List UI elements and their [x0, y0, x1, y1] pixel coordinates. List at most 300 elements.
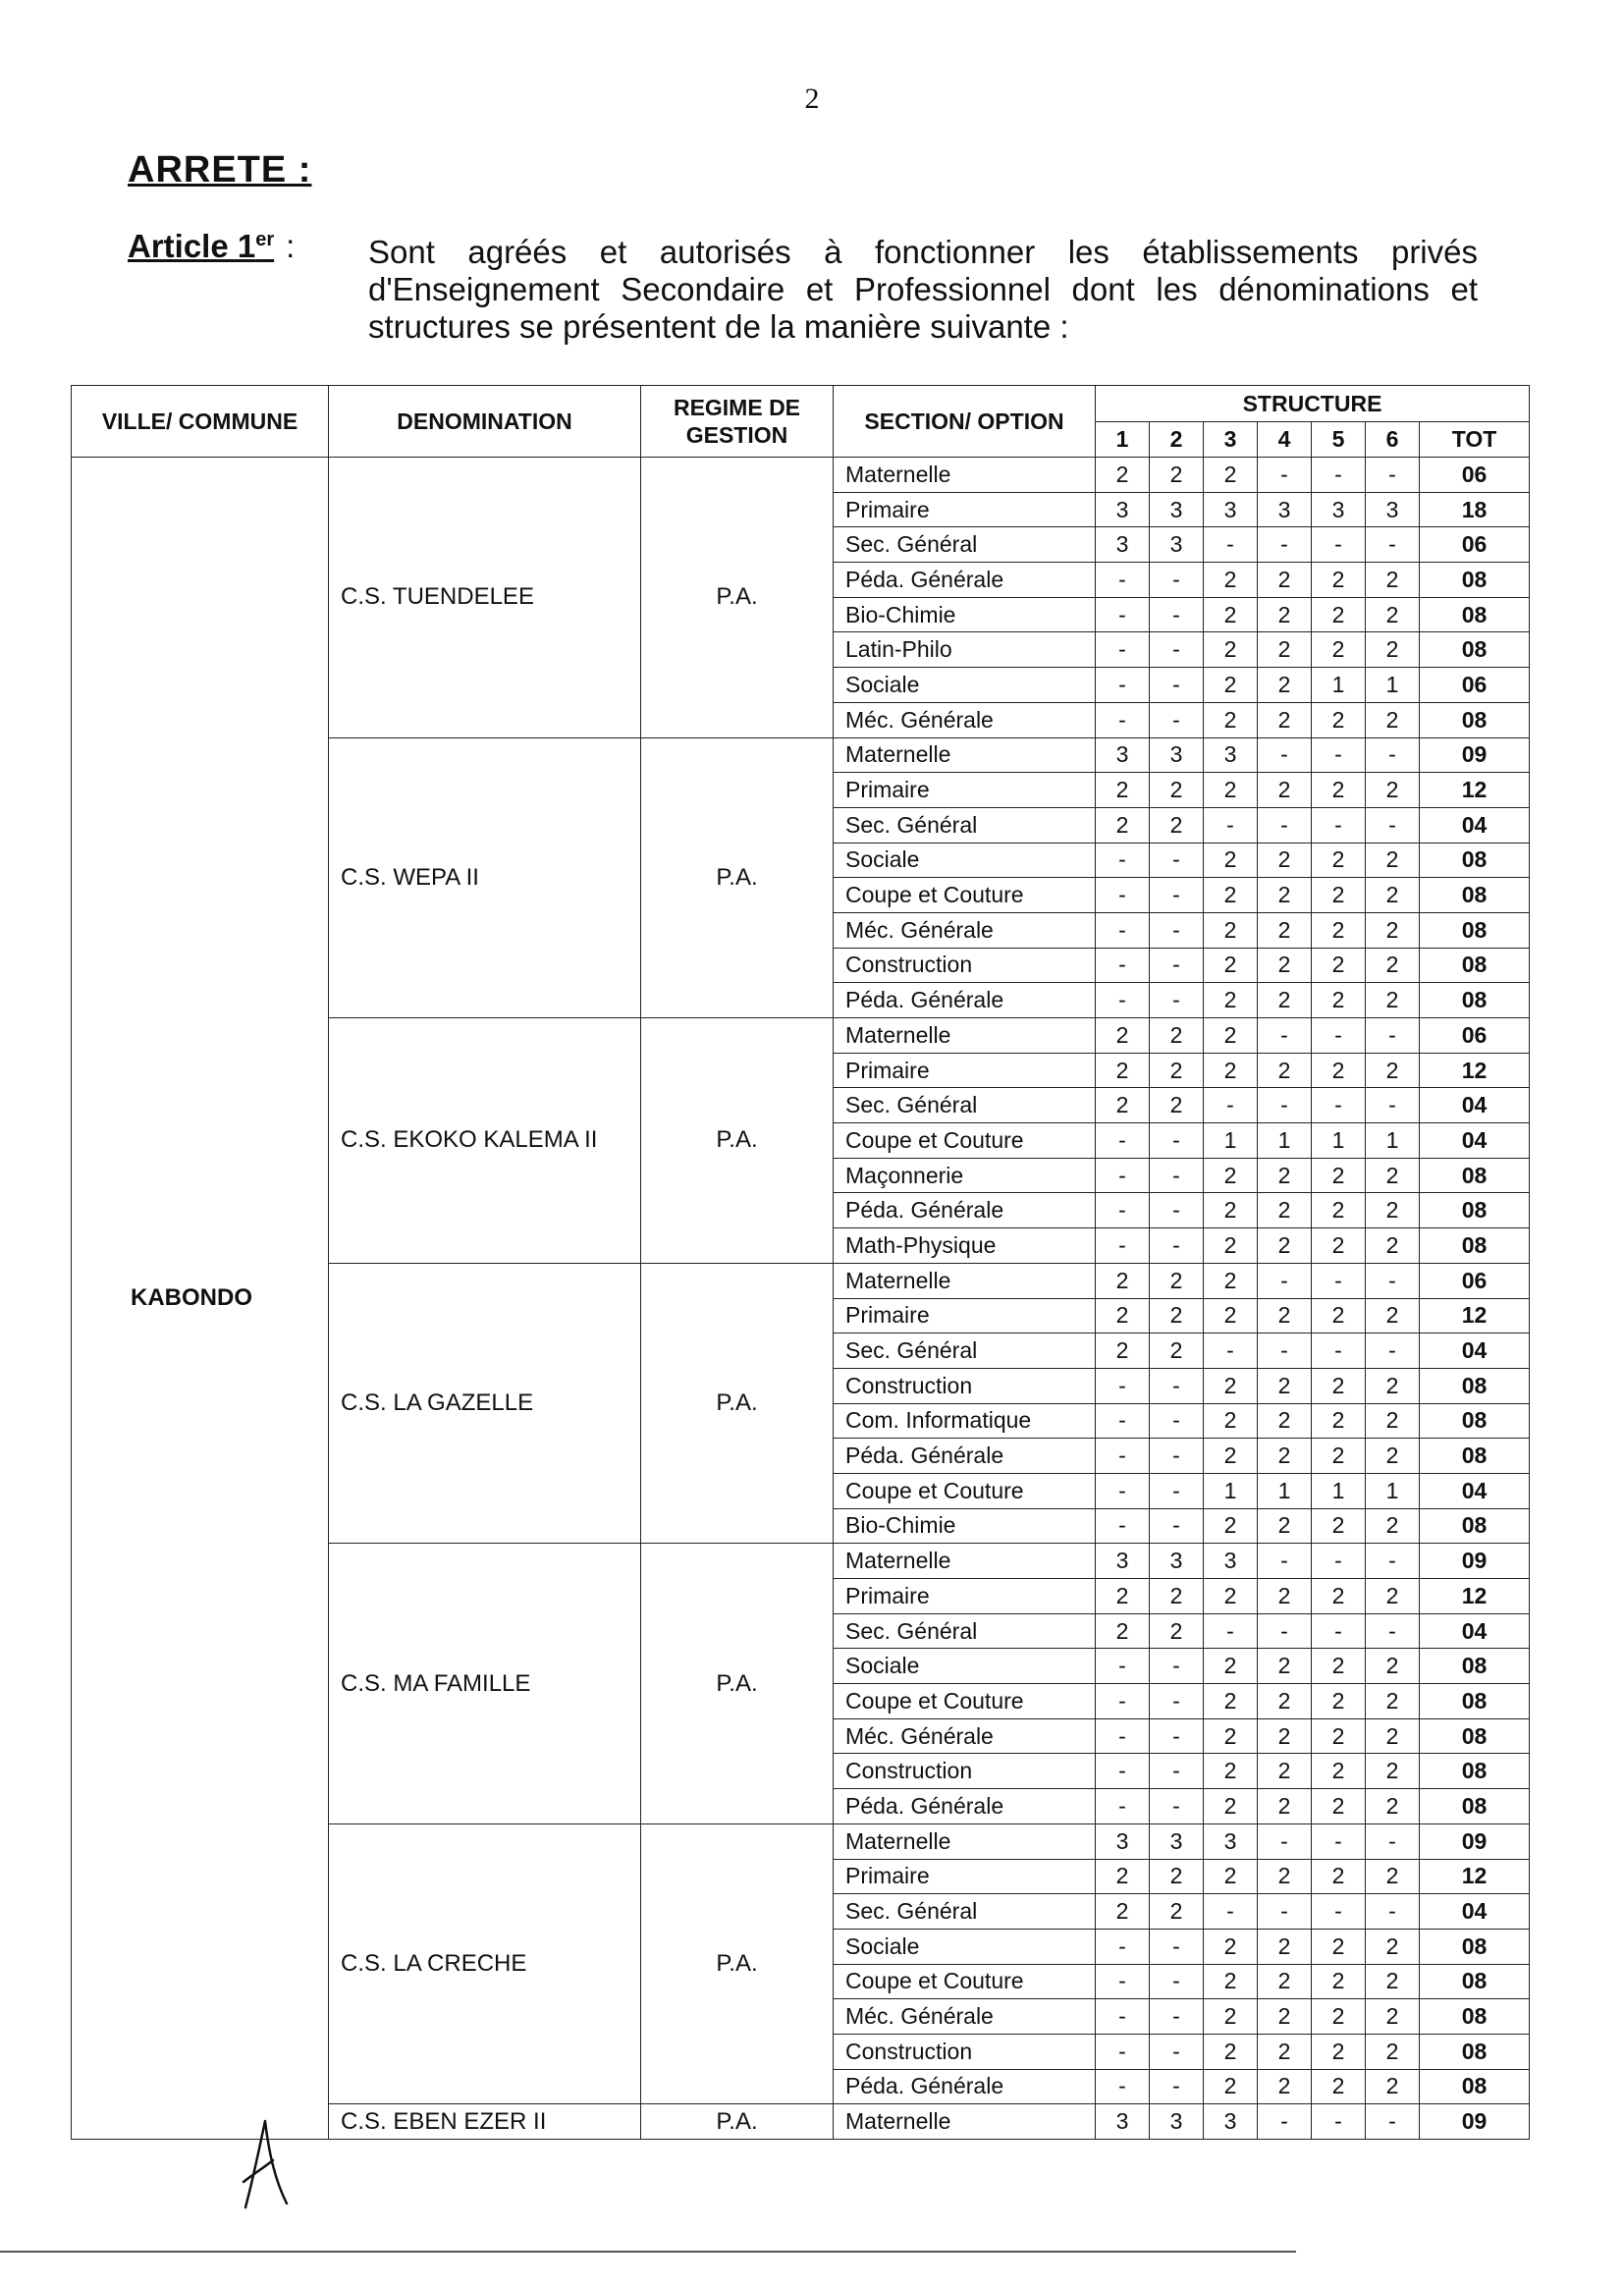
structure-total: 12 [1420, 1053, 1530, 1088]
structure-cell-3: 2 [1204, 1439, 1258, 1474]
structure-cell-1: - [1096, 1964, 1150, 1999]
structure-cell-5: 2 [1312, 948, 1366, 983]
school-name: C.S. EKOKO KALEMA II [329, 1018, 641, 1264]
structure-cell-2: 2 [1150, 1263, 1204, 1298]
section-option: Construction [834, 2034, 1096, 2069]
structure-cell-5: 2 [1312, 1579, 1366, 1614]
structure-total: 12 [1420, 1859, 1530, 1894]
structure-total: 04 [1420, 1334, 1530, 1369]
structure-cell-3: 2 [1204, 1263, 1258, 1298]
structure-cell-5: - [1312, 1894, 1366, 1930]
structure-cell-4: 2 [1258, 1158, 1312, 1193]
structure-cell-3: 3 [1204, 492, 1258, 527]
structure-cell-5: 1 [1312, 1123, 1366, 1159]
page-bottom-rule [0, 2251, 1296, 2253]
section-option: Sociale [834, 843, 1096, 878]
structure-cell-1: - [1096, 2069, 1150, 2104]
structure-total: 12 [1420, 773, 1530, 808]
section-option: Sec. Général [834, 1613, 1096, 1649]
structure-total: 08 [1420, 1193, 1530, 1228]
structure-total: 08 [1420, 1718, 1530, 1754]
structure-cell-4: - [1258, 2104, 1312, 2140]
structure-cell-4: 2 [1258, 1754, 1312, 1789]
structure-cell-3: 2 [1204, 632, 1258, 668]
regime-gestion: P.A. [641, 2104, 834, 2140]
structure-cell-3: 2 [1204, 702, 1258, 737]
structure-cell-6: 2 [1366, 773, 1420, 808]
school-name: C.S. MA FAMILLE [329, 1544, 641, 1824]
structure-cell-2: 2 [1150, 458, 1204, 493]
structure-total: 08 [1420, 843, 1530, 878]
structure-cell-2: - [1150, 1754, 1204, 1789]
structure-cell-4: 2 [1258, 1053, 1312, 1088]
structure-cell-1: - [1096, 1193, 1150, 1228]
structure-cell-1: - [1096, 1929, 1150, 1964]
structure-cell-2: 3 [1150, 2104, 1204, 2140]
structure-total: 08 [1420, 912, 1530, 948]
structure-cell-4: 2 [1258, 948, 1312, 983]
school-name: C.S. TUENDELEE [329, 458, 641, 738]
section-option: Sociale [834, 668, 1096, 703]
header-col-1: 1 [1096, 421, 1150, 458]
section-option: Péda. Générale [834, 1439, 1096, 1474]
school-name: C.S. WEPA II [329, 737, 641, 1018]
structure-cell-1: 2 [1096, 458, 1150, 493]
structure-cell-5: 2 [1312, 773, 1366, 808]
structure-cell-6: 2 [1366, 1579, 1420, 1614]
structure-total: 08 [1420, 1649, 1530, 1684]
structure-cell-1: - [1096, 2034, 1150, 2069]
structure-cell-4: - [1258, 458, 1312, 493]
structure-cell-6: - [1366, 1894, 1420, 1930]
structure-cell-4: - [1258, 1018, 1312, 1054]
structure-cell-1: - [1096, 948, 1150, 983]
structure-cell-4: - [1258, 1334, 1312, 1369]
structure-total: 12 [1420, 1579, 1530, 1614]
structure-cell-3: 2 [1204, 1158, 1258, 1193]
structure-cell-2: 3 [1150, 737, 1204, 773]
structure-total: 09 [1420, 1823, 1530, 1859]
article-label: Article 1er : [128, 228, 296, 264]
structure-total: 08 [1420, 1929, 1530, 1964]
structure-total: 06 [1420, 668, 1530, 703]
structure-cell-6: 1 [1366, 1123, 1420, 1159]
structure-cell-1: 3 [1096, 492, 1150, 527]
structure-cell-3: 1 [1204, 1123, 1258, 1159]
structure-total: 06 [1420, 1018, 1530, 1054]
structure-cell-6: 2 [1366, 1964, 1420, 1999]
structure-cell-4: 2 [1258, 2034, 1312, 2069]
section-option: Maternelle [834, 2104, 1096, 2140]
structure-cell-5: 2 [1312, 983, 1366, 1018]
structure-cell-5: 2 [1312, 1298, 1366, 1334]
structure-cell-4: 2 [1258, 563, 1312, 598]
ville-commune: KABONDO [72, 458, 329, 2140]
structure-cell-5: 2 [1312, 1789, 1366, 1824]
structure-cell-5: 2 [1312, 1228, 1366, 1264]
structure-cell-6: 2 [1366, 843, 1420, 878]
structure-cell-5: 2 [1312, 1508, 1366, 1544]
structure-cell-1: 3 [1096, 1544, 1150, 1579]
structure-total: 08 [1420, 1684, 1530, 1719]
structure-cell-5: 2 [1312, 1403, 1366, 1439]
structure-cell-6: 2 [1366, 1228, 1420, 1264]
structure-cell-4: 2 [1258, 1684, 1312, 1719]
structure-cell-5: 2 [1312, 2034, 1366, 2069]
structure-cell-4: 2 [1258, 1368, 1312, 1403]
structure-cell-4: 2 [1258, 668, 1312, 703]
structure-cell-5: 2 [1312, 843, 1366, 878]
structure-total: 08 [1420, 563, 1530, 598]
structure-cell-3: 2 [1204, 668, 1258, 703]
structure-cell-3: 1 [1204, 1473, 1258, 1508]
structure-total: 08 [1420, 878, 1530, 913]
structure-cell-6: - [1366, 458, 1420, 493]
structure-cell-1: 2 [1096, 1298, 1150, 1334]
structure-cell-4: 2 [1258, 1508, 1312, 1544]
structure-cell-6: 2 [1366, 1649, 1420, 1684]
structure-total: 06 [1420, 1263, 1530, 1298]
structure-cell-2: 2 [1150, 1298, 1204, 1334]
structure-cell-3: 2 [1204, 1999, 1258, 2035]
structure-cell-5: - [1312, 737, 1366, 773]
structure-cell-1: 2 [1096, 1018, 1150, 1054]
structure-cell-2: - [1150, 1158, 1204, 1193]
structure-cell-1: 3 [1096, 737, 1150, 773]
structure-cell-4: 2 [1258, 1859, 1312, 1894]
structure-cell-3: 2 [1204, 912, 1258, 948]
table-row [72, 458, 1530, 493]
structure-cell-6: - [1366, 2104, 1420, 2140]
structure-cell-6: - [1366, 1018, 1420, 1054]
structure-cell-5: 2 [1312, 1964, 1366, 1999]
structure-cell-1: 2 [1096, 773, 1150, 808]
section-option: Primaire [834, 773, 1096, 808]
structure-cell-5: - [1312, 1088, 1366, 1123]
structure-cell-5: 2 [1312, 1684, 1366, 1719]
structure-cell-6: 2 [1366, 1403, 1420, 1439]
schools-table [71, 385, 1530, 2140]
structure-cell-3: 2 [1204, 1579, 1258, 1614]
structure-cell-2: - [1150, 1508, 1204, 1544]
structure-total: 08 [1420, 1789, 1530, 1824]
structure-cell-6: - [1366, 1263, 1420, 1298]
section-option: Maternelle [834, 1823, 1096, 1859]
structure-cell-6: 2 [1366, 948, 1420, 983]
section-option: Sec. Général [834, 527, 1096, 563]
structure-cell-4: 2 [1258, 1228, 1312, 1264]
header-section: SECTION/ OPTION [834, 386, 1096, 458]
section-option: Maternelle [834, 458, 1096, 493]
structure-cell-6: - [1366, 1544, 1420, 1579]
section-option: Maternelle [834, 1263, 1096, 1298]
structure-cell-3: 2 [1204, 1789, 1258, 1824]
structure-cell-5: 2 [1312, 878, 1366, 913]
structure-cell-4: - [1258, 1613, 1312, 1649]
structure-cell-6: 2 [1366, 1859, 1420, 1894]
structure-cell-2: 2 [1150, 1334, 1204, 1369]
structure-cell-1: 2 [1096, 1263, 1150, 1298]
structure-cell-4: 2 [1258, 1999, 1312, 2035]
structure-total: 08 [1420, 597, 1530, 632]
structure-cell-1: - [1096, 597, 1150, 632]
structure-cell-2: - [1150, 1228, 1204, 1264]
structure-cell-1: 3 [1096, 1823, 1150, 1859]
structure-cell-6: 3 [1366, 492, 1420, 527]
structure-cell-3: - [1204, 527, 1258, 563]
structure-total: 09 [1420, 2104, 1530, 2140]
section-option: Construction [834, 948, 1096, 983]
structure-cell-2: - [1150, 912, 1204, 948]
header-col-6: 6 [1366, 421, 1420, 458]
structure-cell-2: 3 [1150, 492, 1204, 527]
structure-cell-2: - [1150, 843, 1204, 878]
structure-cell-2: - [1150, 2069, 1204, 2104]
structure-cell-2: 2 [1150, 773, 1204, 808]
regime-gestion: P.A. [641, 737, 834, 1018]
structure-cell-4: 2 [1258, 597, 1312, 632]
structure-cell-3: 3 [1204, 1823, 1258, 1859]
structure-cell-3: 2 [1204, 1649, 1258, 1684]
structure-cell-3: - [1204, 1894, 1258, 1930]
structure-total: 08 [1420, 1158, 1530, 1193]
structure-total: 12 [1420, 1298, 1530, 1334]
structure-cell-2: 2 [1150, 1018, 1204, 1054]
structure-cell-6: 2 [1366, 1999, 1420, 2035]
structure-cell-3: 2 [1204, 597, 1258, 632]
structure-cell-3: 2 [1204, 843, 1258, 878]
structure-cell-4: 2 [1258, 843, 1312, 878]
section-option: Com. Informatique [834, 1403, 1096, 1439]
header-ville: VILLE/ COMMUNE [72, 386, 329, 458]
structure-cell-2: - [1150, 1929, 1204, 1964]
structure-cell-3: 2 [1204, 1929, 1258, 1964]
structure-cell-3: 2 [1204, 1298, 1258, 1334]
structure-cell-2: - [1150, 597, 1204, 632]
structure-cell-5: - [1312, 1018, 1366, 1054]
structure-cell-1: - [1096, 1754, 1150, 1789]
structure-cell-3: 2 [1204, 2069, 1258, 2104]
section-option: Coupe et Couture [834, 878, 1096, 913]
structure-cell-3: 2 [1204, 458, 1258, 493]
structure-total: 08 [1420, 1964, 1530, 1999]
structure-cell-6: 2 [1366, 983, 1420, 1018]
structure-cell-5: - [1312, 1263, 1366, 1298]
section-option: Construction [834, 1754, 1096, 1789]
structure-cell-5: 2 [1312, 1053, 1366, 1088]
structure-cell-1: - [1096, 843, 1150, 878]
section-option: Péda. Générale [834, 2069, 1096, 2104]
structure-cell-4: - [1258, 1823, 1312, 1859]
structure-cell-1: 2 [1096, 1334, 1150, 1369]
structure-total: 04 [1420, 1473, 1530, 1508]
structure-cell-4: - [1258, 1894, 1312, 1930]
structure-cell-6: - [1366, 1334, 1420, 1369]
structure-cell-3: 2 [1204, 1228, 1258, 1264]
structure-cell-1: - [1096, 1649, 1150, 1684]
structure-cell-2: 3 [1150, 1544, 1204, 1579]
structure-cell-4: - [1258, 807, 1312, 843]
structure-cell-3: 2 [1204, 1718, 1258, 1754]
structure-cell-3: 2 [1204, 1754, 1258, 1789]
header-col-5: 5 [1312, 421, 1366, 458]
structure-cell-3: 2 [1204, 1368, 1258, 1403]
structure-cell-6: 2 [1366, 1508, 1420, 1544]
structure-cell-2: - [1150, 632, 1204, 668]
structure-cell-5: - [1312, 527, 1366, 563]
regime-gestion: P.A. [641, 1018, 834, 1264]
structure-total: 04 [1420, 1123, 1530, 1159]
structure-total: 18 [1420, 492, 1530, 527]
structure-cell-1: 2 [1096, 1613, 1150, 1649]
section-option: Péda. Générale [834, 983, 1096, 1018]
structure-cell-4: 2 [1258, 1403, 1312, 1439]
structure-cell-6: 2 [1366, 878, 1420, 913]
header-regime: REGIME DE GESTION [641, 386, 834, 458]
structure-cell-3: 2 [1204, 983, 1258, 1018]
structure-cell-4: 2 [1258, 878, 1312, 913]
structure-cell-6: 2 [1366, 1684, 1420, 1719]
structure-cell-5: 2 [1312, 1859, 1366, 1894]
structure-total: 04 [1420, 1894, 1530, 1930]
structure-cell-2: - [1150, 1718, 1204, 1754]
structure-cell-3: 2 [1204, 1403, 1258, 1439]
structure-cell-3: 2 [1204, 1684, 1258, 1719]
structure-cell-6: - [1366, 737, 1420, 773]
section-option: Méc. Générale [834, 1718, 1096, 1754]
structure-cell-5: 1 [1312, 668, 1366, 703]
structure-total: 08 [1420, 983, 1530, 1018]
section-option: Coupe et Couture [834, 1964, 1096, 1999]
structure-total: 06 [1420, 527, 1530, 563]
structure-cell-5: 2 [1312, 1718, 1366, 1754]
structure-cell-2: - [1150, 1964, 1204, 1999]
structure-cell-4: 2 [1258, 1298, 1312, 1334]
structure-cell-6: 2 [1366, 2034, 1420, 2069]
structure-cell-6: - [1366, 1613, 1420, 1649]
structure-cell-3: 2 [1204, 1193, 1258, 1228]
section-option: Math-Physique [834, 1228, 1096, 1264]
structure-cell-6: - [1366, 807, 1420, 843]
regime-gestion: P.A. [641, 1263, 834, 1544]
regime-gestion: P.A. [641, 1823, 834, 2104]
structure-cell-2: - [1150, 983, 1204, 1018]
structure-cell-2: - [1150, 1473, 1204, 1508]
structure-cell-5: 2 [1312, 702, 1366, 737]
section-option: Primaire [834, 1579, 1096, 1614]
structure-cell-3: - [1204, 1088, 1258, 1123]
structure-cell-1: - [1096, 983, 1150, 1018]
structure-cell-1: - [1096, 1403, 1150, 1439]
structure-cell-6: 2 [1366, 2069, 1420, 2104]
section-option: Bio-Chimie [834, 597, 1096, 632]
structure-cell-3: 3 [1204, 737, 1258, 773]
structure-cell-1: 2 [1096, 807, 1150, 843]
structure-cell-2: - [1150, 1789, 1204, 1824]
section-option: Coupe et Couture [834, 1684, 1096, 1719]
structure-cell-1: 2 [1096, 1579, 1150, 1614]
article-text: Sont agréés et autorisés à fonctionner les établissements privés d'Enseignement Secondaire et Professionnel dont les dénominations et structures se présentent de la manière suivante : [368, 234, 1478, 345]
structure-cell-5: 2 [1312, 597, 1366, 632]
structure-total: 04 [1420, 1613, 1530, 1649]
structure-cell-5: 2 [1312, 1929, 1366, 1964]
structure-cell-6: 2 [1366, 1718, 1420, 1754]
structure-cell-6: 2 [1366, 1368, 1420, 1403]
structure-cell-3: 3 [1204, 1544, 1258, 1579]
structure-cell-4: - [1258, 737, 1312, 773]
structure-cell-2: - [1150, 702, 1204, 737]
structure-cell-1: - [1096, 1508, 1150, 1544]
structure-cell-2: - [1150, 1999, 1204, 2035]
structure-cell-2: - [1150, 1193, 1204, 1228]
arrete-heading: ARRETE : [128, 149, 312, 190]
structure-cell-1: - [1096, 912, 1150, 948]
structure-cell-6: 2 [1366, 1298, 1420, 1334]
structure-total: 04 [1420, 1088, 1530, 1123]
structure-cell-2: - [1150, 1684, 1204, 1719]
structure-cell-5: 2 [1312, 632, 1366, 668]
structure-cell-5: - [1312, 2104, 1366, 2140]
structure-cell-2: 2 [1150, 807, 1204, 843]
structure-total: 08 [1420, 632, 1530, 668]
structure-cell-6: 2 [1366, 1053, 1420, 1088]
header-col-3: 3 [1204, 421, 1258, 458]
structure-cell-1: - [1096, 1368, 1150, 1403]
header-structure: STRUCTURE [1096, 386, 1530, 422]
structure-cell-6: 2 [1366, 912, 1420, 948]
structure-cell-4: 1 [1258, 1473, 1312, 1508]
structure-cell-2: 2 [1150, 1579, 1204, 1614]
structure-total: 08 [1420, 1439, 1530, 1474]
structure-cell-6: - [1366, 1088, 1420, 1123]
structure-total: 06 [1420, 458, 1530, 493]
structure-cell-3: 2 [1204, 878, 1258, 913]
structure-cell-4: 2 [1258, 1649, 1312, 1684]
structure-cell-1: - [1096, 1439, 1150, 1474]
header-denomination: DENOMINATION [329, 386, 641, 458]
structure-total: 08 [1420, 1228, 1530, 1264]
section-option: Maternelle [834, 737, 1096, 773]
section-option: Sec. Général [834, 1334, 1096, 1369]
structure-cell-4: - [1258, 1263, 1312, 1298]
structure-cell-5: - [1312, 1544, 1366, 1579]
header-col-tot: TOT [1420, 421, 1530, 458]
structure-cell-6: 2 [1366, 1439, 1420, 1474]
section-option: Péda. Générale [834, 563, 1096, 598]
structure-cell-4: 2 [1258, 1789, 1312, 1824]
structure-cell-6: 1 [1366, 668, 1420, 703]
structure-cell-2: 3 [1150, 1823, 1204, 1859]
regime-gestion: P.A. [641, 458, 834, 738]
section-option: Primaire [834, 1859, 1096, 1894]
structure-cell-1: - [1096, 1718, 1150, 1754]
structure-total: 08 [1420, 1999, 1530, 2035]
structure-total: 08 [1420, 1403, 1530, 1439]
school-name: C.S. LA CRECHE [329, 1823, 641, 2104]
structure-cell-1: 3 [1096, 527, 1150, 563]
structure-cell-6: 1 [1366, 1473, 1420, 1508]
structure-cell-4: 2 [1258, 2069, 1312, 2104]
structure-cell-3: 2 [1204, 563, 1258, 598]
structure-cell-2: 3 [1150, 527, 1204, 563]
header-col-2: 2 [1150, 421, 1204, 458]
structure-cell-5: - [1312, 458, 1366, 493]
section-option: Coupe et Couture [834, 1123, 1096, 1159]
structure-cell-6: - [1366, 1823, 1420, 1859]
section-option: Sociale [834, 1649, 1096, 1684]
structure-cell-5: 3 [1312, 492, 1366, 527]
section-option: Bio-Chimie [834, 1508, 1096, 1544]
